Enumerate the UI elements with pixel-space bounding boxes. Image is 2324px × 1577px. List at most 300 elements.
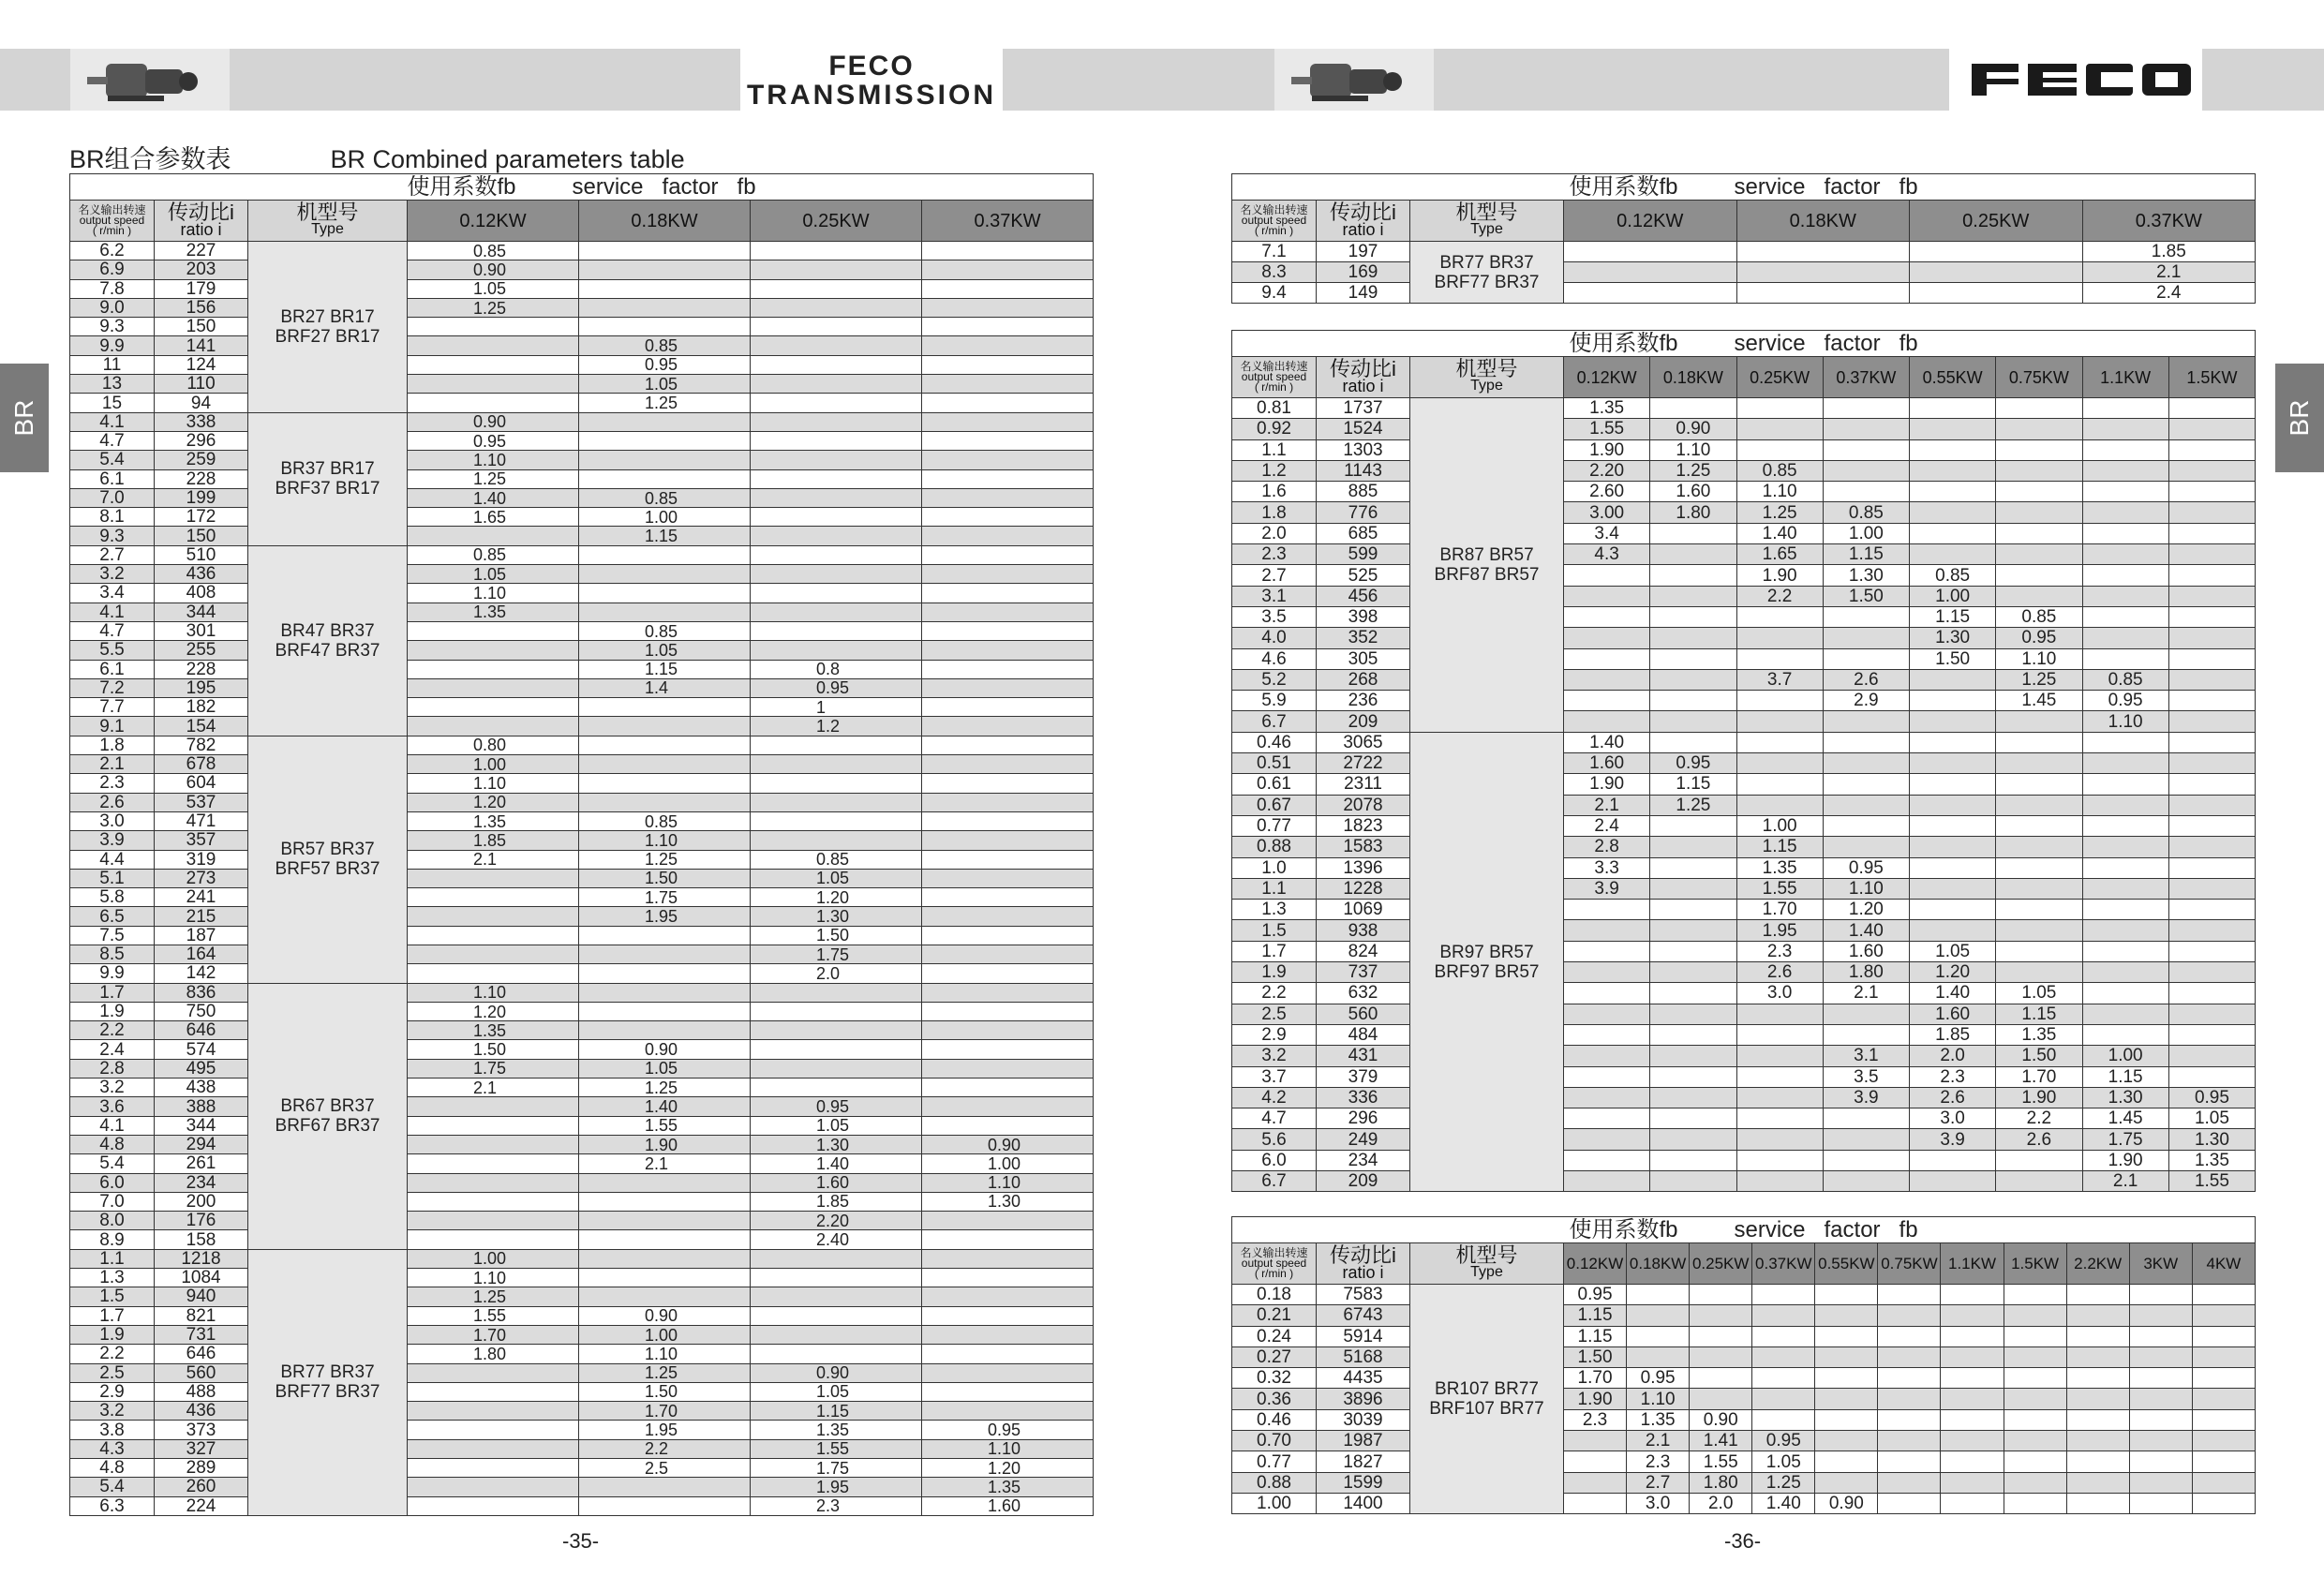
- factor-cell: 1.70: [408, 1325, 579, 1344]
- ratio-cell: 525: [1317, 565, 1410, 586]
- table-row: [70, 1402, 1094, 1421]
- factor-cell: [751, 1002, 922, 1020]
- factor-cell: 1.35: [1996, 1024, 2082, 1045]
- factor-cell: 1.15: [2082, 1066, 2168, 1087]
- column-header-speed: [1232, 1243, 1317, 1285]
- table-row: [1232, 1108, 2256, 1129]
- factor-cell: [1736, 774, 1823, 795]
- service-factor-title-row: [1232, 331, 2256, 357]
- table-row: [1232, 774, 2256, 795]
- factor-cell: [922, 1249, 1094, 1268]
- factor-cell: 1.15: [579, 660, 751, 678]
- factor-cell: [922, 907, 1094, 926]
- table-row: [70, 641, 1094, 660]
- ratio-cell: 305: [1317, 648, 1410, 669]
- factor-cell: 1.25: [1650, 795, 1736, 815]
- factor-cell: [408, 1496, 579, 1515]
- factor-cell: [1564, 941, 1650, 961]
- factor-cell: [1910, 242, 2083, 262]
- factor-cell: [2168, 711, 2255, 732]
- factor-cell: 2.3: [1627, 1451, 1690, 1472]
- speed-cell: 9.0: [70, 298, 155, 317]
- factor-cell: [1941, 1493, 2004, 1513]
- table-row: [1232, 523, 2256, 543]
- ratio-cell: 646: [155, 1021, 248, 1040]
- speed-cell: 7.8: [70, 279, 155, 298]
- factor-cell: [751, 260, 922, 279]
- factor-cell: [751, 1269, 922, 1287]
- speed-header-line: output speed: [1241, 1257, 1307, 1270]
- factor-cell: 1.70: [1996, 1066, 2082, 1087]
- factor-cell: [579, 469, 751, 488]
- factor-cell: [1752, 1285, 1815, 1305]
- ratio-cell: 338: [155, 412, 248, 431]
- factor-cell: 2.0: [751, 964, 922, 983]
- factor-cell: [1815, 1451, 1878, 1472]
- factor-cell: [1564, 1472, 1627, 1493]
- factor-cell: [579, 431, 751, 450]
- table-row: [70, 926, 1094, 945]
- factor-cell: [1910, 711, 1996, 732]
- factor-cell: 1.05: [408, 565, 579, 584]
- ratio-cell: 261: [155, 1154, 248, 1173]
- factor-cell: 1.40: [1823, 920, 1909, 941]
- factor-cell: 2.0: [1910, 1046, 1996, 1066]
- ratio-cell: 5168: [1317, 1346, 1410, 1367]
- factor-cell: [1815, 1472, 1878, 1493]
- factor-cell: [2168, 1024, 2255, 1045]
- factor-cell: [579, 926, 751, 945]
- factor-cell: [1564, 983, 1650, 1004]
- ratio-cell: 294: [155, 1135, 248, 1153]
- factor-cell: 1.10: [1627, 1389, 1690, 1409]
- column-header-type: 机型号 Type: [248, 201, 408, 242]
- type-name: BRF57 BR37: [275, 859, 380, 880]
- speed-header-line: 名义输出转速: [1240, 1246, 1308, 1259]
- factor-cell: [408, 318, 579, 336]
- factor-cell: [1736, 691, 1823, 711]
- power-header: 0.18KW: [1650, 357, 1736, 398]
- table-row: [70, 584, 1094, 603]
- factor-cell: [1650, 857, 1736, 878]
- type-name: BRF47 BR37: [275, 640, 380, 661]
- factor-cell: [1996, 774, 2082, 795]
- factor-cell: [2168, 565, 2255, 586]
- factor-cell: [1690, 1389, 1752, 1409]
- factor-cell: [1910, 523, 1996, 543]
- factor-cell: 2.1: [2082, 1170, 2168, 1191]
- type-cell: [248, 736, 408, 983]
- factor-cell: [1823, 606, 1909, 627]
- ratio-cell: 259: [155, 451, 248, 469]
- ratio-cell: 574: [155, 1040, 248, 1059]
- type-name: BR87 BR57: [1439, 544, 1534, 565]
- table-right-1: [1231, 173, 2256, 304]
- table-row: [70, 831, 1094, 850]
- factor-cell: [1823, 795, 1909, 815]
- factor-cell: 1.95: [1736, 920, 1823, 941]
- ratio-cell: 379: [1317, 1066, 1410, 1087]
- table-row: [1232, 419, 2256, 439]
- speed-cell: 0.27: [1232, 1346, 1317, 1367]
- factor-cell: [1564, 262, 1737, 283]
- column-header-type: 机型号 Type: [1410, 357, 1564, 398]
- factor-cell: [922, 717, 1094, 736]
- factor-cell: [922, 1002, 1094, 1020]
- factor-cell: [1996, 1170, 2082, 1191]
- factor-cell: [2082, 482, 2168, 502]
- factor-cell: 1.20: [922, 1459, 1094, 1478]
- service-factor-title: [1232, 174, 2256, 201]
- factor-cell: [2168, 857, 2255, 878]
- factor-cell: [2129, 1368, 2192, 1389]
- factor-cell: 1.00: [1823, 523, 1909, 543]
- table-row: [70, 1154, 1094, 1173]
- factor-cell: 1.15: [1823, 544, 1909, 565]
- speed-cell: 2.8: [70, 1059, 155, 1078]
- factor-cell: 1.55: [751, 1439, 922, 1458]
- factor-cell: [2168, 586, 2255, 606]
- factor-cell: [1910, 837, 1996, 857]
- side-tab-right: BR: [2275, 364, 2324, 472]
- factor-cell: [1815, 1305, 1878, 1326]
- factor-cell: [751, 1079, 922, 1097]
- factor-cell: [1736, 1024, 1823, 1045]
- factor-cell: [922, 698, 1094, 717]
- table-row: [1232, 1326, 2256, 1346]
- speed-cell: 5.4: [70, 1478, 155, 1496]
- table-row: [70, 1021, 1094, 1040]
- table-row: [70, 907, 1094, 926]
- table-row: [70, 451, 1094, 469]
- power-header: 3KW: [2129, 1243, 2192, 1285]
- factor-cell: [1823, 732, 1909, 752]
- speed-cell: 0.92: [1232, 419, 1317, 439]
- factor-cell: [1736, 439, 1823, 460]
- ratio-cell: 495: [155, 1059, 248, 1078]
- factor-cell: [1823, 711, 1909, 732]
- factor-cell: 3.0: [1627, 1493, 1690, 1513]
- table-row: [1232, 983, 2256, 1004]
- factor-cell: [2192, 1285, 2255, 1305]
- column-header-speed: [1232, 201, 1317, 242]
- ratio-cell: 141: [155, 336, 248, 355]
- factor-cell: [1878, 1305, 1941, 1326]
- factor-cell: [1752, 1368, 1815, 1389]
- factor-cell: [408, 336, 579, 355]
- factor-cell: 1.90: [1996, 1087, 2082, 1108]
- factor-cell: 0.95: [922, 1421, 1094, 1439]
- factor-cell: [2192, 1389, 2255, 1409]
- factor-cell: [1564, 669, 1650, 690]
- type-name: BR27 BR17: [280, 306, 375, 327]
- speed-cell: 1.3: [1232, 900, 1317, 920]
- factor-cell: [1752, 1305, 1815, 1326]
- ratio-cell: 215: [155, 907, 248, 926]
- factor-cell: 3.4: [1564, 523, 1650, 543]
- factor-cell: [408, 394, 579, 412]
- factor-cell: 1.65: [1736, 544, 1823, 565]
- ratio-cell: 296: [1317, 1108, 1410, 1129]
- factor-cell: 0.90: [751, 1363, 922, 1382]
- factor-cell: [2066, 1431, 2129, 1451]
- factor-cell: [922, 1097, 1094, 1116]
- factor-cell: 1.65: [408, 508, 579, 527]
- factor-cell: [922, 508, 1094, 527]
- factor-cell: 1.25: [408, 1287, 579, 1306]
- factor-cell: [2129, 1346, 2192, 1367]
- factor-cell: 1.30: [2168, 1129, 2255, 1150]
- type-cell: [248, 242, 408, 413]
- factor-cell: [922, 1040, 1094, 1059]
- factor-cell: [1736, 795, 1823, 815]
- factor-cell: [2192, 1326, 2255, 1346]
- factor-cell: [1878, 1326, 1941, 1346]
- factor-cell: [1736, 753, 1823, 774]
- factor-cell: 0.95: [579, 355, 751, 374]
- factor-cell: 1.25: [579, 850, 751, 869]
- factor-cell: 1.35: [1736, 857, 1823, 878]
- speed-cell: 4.1: [70, 603, 155, 621]
- factor-cell: 1.10: [408, 983, 579, 1002]
- factor-cell: 1.80: [1690, 1472, 1752, 1493]
- factor-cell: 2.3: [1564, 1409, 1627, 1430]
- factor-cell: [922, 926, 1094, 945]
- factor-cell: [579, 584, 751, 603]
- factor-cell: [2168, 439, 2255, 460]
- factor-cell: [922, 431, 1094, 450]
- factor-cell: [2168, 815, 2255, 836]
- factor-cell: [2066, 1346, 2129, 1367]
- factor-cell: 1.10: [579, 831, 751, 850]
- factor-cell: [2082, 628, 2168, 648]
- factor-cell: 0.85: [408, 242, 579, 260]
- ratio-cell: 352: [1317, 628, 1410, 648]
- factor-cell: [751, 1040, 922, 1059]
- factor-cell: [922, 412, 1094, 431]
- factor-cell: [579, 1269, 751, 1287]
- factor-cell: 1.00: [579, 1325, 751, 1344]
- factor-cell: [2168, 502, 2255, 523]
- factor-cell: [2168, 795, 2255, 815]
- factor-cell: 1.05: [751, 1382, 922, 1401]
- factor-cell: 3.9: [1823, 1087, 1909, 1108]
- ratio-cell: 737: [1317, 962, 1410, 983]
- speed-cell: 2.5: [70, 1363, 155, 1382]
- factor-cell: [408, 888, 579, 907]
- factor-cell: 1.50: [751, 926, 922, 945]
- power-header: 0.18KW: [1627, 1243, 1690, 1285]
- factor-cell: 1.15: [1564, 1305, 1627, 1326]
- factor-cell: [922, 584, 1094, 603]
- table-row: [1232, 586, 2256, 606]
- speed-cell: 6.9: [70, 260, 155, 279]
- factor-cell: [922, 1363, 1094, 1382]
- table-row: [70, 565, 1094, 584]
- factor-cell: [1736, 262, 1910, 283]
- factor-cell: [751, 336, 922, 355]
- factor-cell: 1.00: [2082, 1046, 2168, 1066]
- table-row: [1232, 1305, 2256, 1326]
- table-row: [1232, 628, 2256, 648]
- speed-cell: 4.7: [70, 431, 155, 450]
- ratio-cell: 2311: [1317, 774, 1410, 795]
- factor-cell: 1.75: [751, 1459, 922, 1478]
- table-row: [70, 1079, 1094, 1097]
- factor-cell: [1627, 1346, 1690, 1367]
- speed-header-line: output speed: [79, 214, 145, 227]
- ratio-cell: 224: [155, 1496, 248, 1515]
- table-row: [1232, 1087, 2256, 1108]
- type-name: BRF67 BR37: [275, 1116, 380, 1137]
- factor-cell: [1910, 482, 1996, 502]
- factor-cell: [751, 298, 922, 317]
- factor-cell: 1.90: [1564, 1389, 1627, 1409]
- ratio-cell: 209: [1317, 711, 1410, 732]
- factor-cell: [1650, 586, 1736, 606]
- factor-cell: [1823, 628, 1909, 648]
- ratio-cell: 296: [155, 431, 248, 450]
- table-row: [70, 469, 1094, 488]
- speed-cell: 4.1: [70, 1116, 155, 1135]
- table-row: [70, 298, 1094, 317]
- factor-cell: [1736, 1108, 1823, 1129]
- factor-cell: 1.05: [579, 375, 751, 394]
- table-row: [70, 355, 1094, 374]
- factor-cell: 1.4: [579, 678, 751, 697]
- factor-cell: [2082, 419, 2168, 439]
- factor-cell: 3.7: [1736, 669, 1823, 690]
- factor-cell: [922, 469, 1094, 488]
- ratio-cell: 149: [1317, 283, 1410, 304]
- factor-cell: [1910, 502, 1996, 523]
- factor-cell: [922, 1212, 1094, 1230]
- factor-cell: [579, 1192, 751, 1211]
- ratio-cell: 3039: [1317, 1409, 1410, 1430]
- factor-cell: 2.6: [1823, 669, 1909, 690]
- table-row: [1232, 1472, 2256, 1493]
- factor-cell: [1910, 857, 1996, 878]
- factor-cell: [2066, 1389, 2129, 1409]
- factor-cell: [408, 375, 579, 394]
- table-row: [70, 1192, 1094, 1211]
- factor-cell: 1.25: [1996, 669, 2082, 690]
- factor-cell: [751, 375, 922, 394]
- factor-cell: [1941, 1431, 2004, 1451]
- factor-cell: [1564, 586, 1650, 606]
- factor-cell: 1.60: [751, 1173, 922, 1192]
- table-row: [1232, 1493, 2256, 1513]
- factor-cell: 2.4: [2082, 283, 2256, 304]
- factor-cell: [1736, 1170, 1823, 1191]
- factor-cell: [1823, 460, 1909, 481]
- factor-cell: [2066, 1451, 2129, 1472]
- ratio-cell: 319: [155, 850, 248, 869]
- table-row: [70, 1173, 1094, 1192]
- factor-cell: [1690, 1305, 1752, 1326]
- speed-cell: 2.7: [1232, 565, 1317, 586]
- factor-cell: [1878, 1472, 1941, 1493]
- factor-cell: [1815, 1368, 1878, 1389]
- factor-cell: [751, 242, 922, 260]
- ratio-cell: 154: [155, 717, 248, 736]
- ratio-cell: 821: [155, 1306, 248, 1325]
- factor-cell: 1.00: [1910, 586, 1996, 606]
- speed-cell: 0.67: [1232, 795, 1317, 815]
- factor-cell: [922, 279, 1094, 298]
- factor-cell: [1736, 419, 1823, 439]
- factor-cell: 1.95: [751, 1478, 922, 1496]
- factor-cell: [2004, 1451, 2066, 1472]
- column-header-speed: [70, 201, 155, 242]
- factor-cell: [922, 1287, 1094, 1306]
- ratio-cell: 228: [155, 660, 248, 678]
- factor-cell: [2004, 1493, 2066, 1513]
- speed-cell: 6.1: [70, 660, 155, 678]
- factor-cell: 1.60: [1823, 941, 1909, 961]
- factor-cell: [1650, 565, 1736, 586]
- table-row: [1232, 1004, 2256, 1024]
- speed-cell: 0.51: [1232, 753, 1317, 774]
- factor-cell: [408, 1173, 579, 1192]
- factor-cell: [1996, 732, 2082, 752]
- factor-cell: 1.75: [408, 1059, 579, 1078]
- power-header: 0.25KW: [1910, 201, 2083, 242]
- speed-cell: 1.1: [1232, 439, 1317, 460]
- speed-cell: 0.18: [1232, 1285, 1317, 1305]
- table-row: [70, 774, 1094, 793]
- table-row: [70, 717, 1094, 736]
- speed-cell: 2.1: [70, 755, 155, 774]
- factor-cell: [1564, 1046, 1650, 1066]
- speed-cell: 2.5: [1232, 1004, 1317, 1024]
- heading-cn: BR组合参数表: [69, 145, 231, 173]
- table-row: [70, 1382, 1094, 1401]
- table-row: [1232, 878, 2256, 899]
- factor-cell: 1.60: [1564, 753, 1650, 774]
- factor-cell: 1.60: [922, 1496, 1094, 1515]
- service-factor-title: [1232, 1217, 2256, 1243]
- factor-cell: [1564, 1493, 1627, 1513]
- factor-cell: 2.20: [1564, 460, 1650, 481]
- ratio-cell: 940: [155, 1287, 248, 1306]
- factor-cell: [408, 1402, 579, 1421]
- table-row: [1232, 732, 2256, 752]
- factor-cell: [1910, 1150, 1996, 1170]
- ratio-cell: 604: [155, 774, 248, 793]
- factor-cell: 0.90: [579, 1040, 751, 1059]
- factor-cell: [751, 431, 922, 450]
- column-header-row: [1232, 1243, 2256, 1285]
- table-row: [1232, 1389, 2256, 1409]
- factor-cell: [2168, 398, 2255, 419]
- factor-cell: 1.10: [1736, 482, 1823, 502]
- factor-cell: [2004, 1389, 2066, 1409]
- factor-cell: [1564, 1087, 1650, 1108]
- factor-cell: [1690, 1368, 1752, 1389]
- factor-cell: [2082, 565, 2168, 586]
- factor-cell: [751, 1287, 922, 1306]
- speed-cell: 1.9: [70, 1002, 155, 1020]
- factor-cell: [2168, 1066, 2255, 1087]
- speed-cell: 1.5: [70, 1287, 155, 1306]
- factor-cell: [1650, 941, 1736, 961]
- ratio-cell: 1303: [1317, 439, 1410, 460]
- table-row: [70, 375, 1094, 394]
- power-header: 0.18KW: [579, 201, 751, 242]
- factor-cell: 1.05: [1752, 1451, 1815, 1472]
- table-row: [1232, 1346, 2256, 1367]
